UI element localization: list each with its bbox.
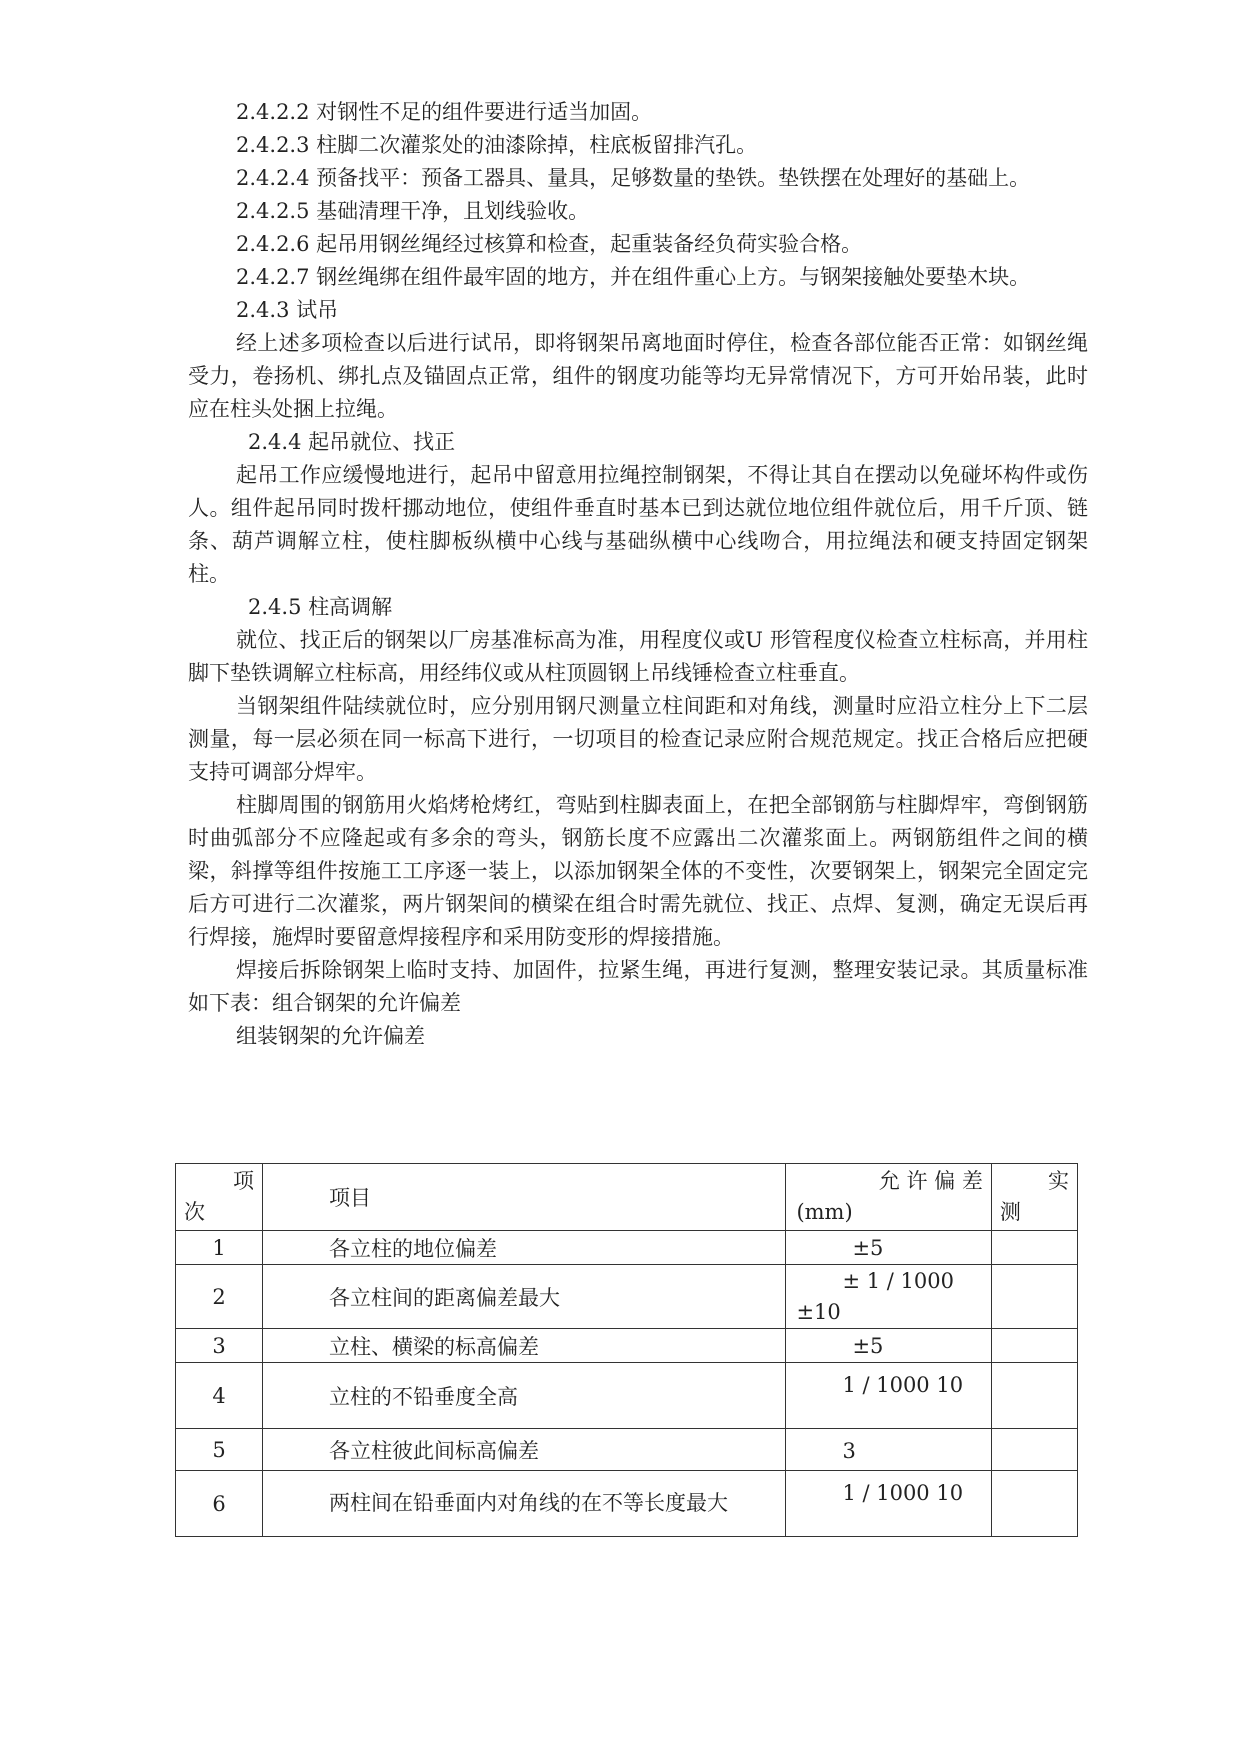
table-row: 3 立柱、横梁的标高偏差 ±5 bbox=[176, 1329, 1078, 1363]
table-row: 4 立柱的不铅垂度全高 1 / 1000 10 bbox=[176, 1363, 1078, 1429]
header-actual: 实 测 bbox=[991, 1164, 1077, 1231]
paragraph: 2.4.2.3 柱脚二次灌浆处的油漆除掉，柱底板留排汽孔。 bbox=[236, 133, 758, 157]
header-no: 项 次 bbox=[176, 1164, 263, 1231]
table-row: 2 各立柱间的距离偏差最大 ± 1 / 1000 ±10 bbox=[176, 1265, 1078, 1329]
paragraph: 2.4.2.4 预备找平：预备工器具、量具，足够数量的垫铁。垫铁摆在处理好的基础上。 bbox=[236, 166, 1031, 190]
header-item: 项目 bbox=[263, 1164, 786, 1231]
table-row: 6 两柱间在铅垂面内对角线的在不等长度最大 1 / 1000 10 bbox=[176, 1471, 1078, 1537]
table-row: 5 各立柱彼此间标高偏差 3 bbox=[176, 1429, 1078, 1471]
section-heading: 2.4.4 起吊就位、找正 bbox=[248, 430, 456, 454]
paragraph: 2.4.2.7 钢丝绳绑在组件最牢固的地方，并在组件重心上方。与钢架接触处要垫木块。 bbox=[236, 265, 1031, 289]
paragraph: 2.4.2.5 基础清理干净，且划线验收。 bbox=[236, 199, 590, 223]
tolerance-table bbox=[175, 1163, 1078, 1537]
paragraph: 就位、找正后的钢架以厂房基准标高为准，用程度仪或U 形管程度仪检查立柱标高，并用柱脚下垫铁调解立柱标高，用经纬仪或从柱顶圆钢上吊线锤检查立柱垂直。 bbox=[188, 628, 1088, 685]
paragraph: 经上述多项检查以后进行试吊，即将钢架吊离地面时停住，检查各部位能否正常：如钢丝绳受力，卷扬机、绑扎点及锚固点正常，组件的钢度功能等均无异常情况下，方可开始吊装，此时应在柱头处捆上拉绳。 bbox=[188, 331, 1088, 421]
section-heading: 2.4.3 试吊 bbox=[236, 298, 339, 322]
paragraph: 2.4.2.6 起吊用钢丝绳经过核算和检查，起重装备经负荷实验合格。 bbox=[236, 232, 863, 256]
paragraph: 起吊工作应缓慢地进行，起吊中留意用拉绳控制钢架，不得让其自在摆动以免碰坏构件或伤人。组件起吊同时拨杆挪动地位，使组件垂直时基本已到达就位地位组件就位后，用千斤顶、链条、葫芦调解立柱，使柱脚板纵横中心线与基础纵横中心线吻合，用拉绳法和硬支持固定钢架柱。 bbox=[188, 463, 1088, 586]
paragraph: 焊接后拆除钢架上临时支持、加固件，拉紧生绳，再进行复测，整理安装记录。其质量标准如下表：组合钢架的允许偏差 bbox=[188, 958, 1088, 1015]
table-title: 组装钢架的允许偏差 bbox=[236, 1024, 425, 1048]
table-header-row bbox=[176, 1164, 1078, 1231]
paragraph: 柱脚周围的钢筋用火焰烤枪烤红，弯贴到柱脚表面上，在把全部钢筋与柱脚焊牢，弯倒钢筋时曲弧部分不应隆起或有多余的弯头，钢筋长度不应露出二次灌浆面上。两钢筋组件之间的横梁，斜撑等组件按施工工序逐一装上，以添加钢架全体的不变性，次要钢架上，钢架完全固定完后方可进行二次灌浆，两片钢架间的横梁在组合时需先就位、找正、点焊、复测，确定无误后再行焊接，施焊时要留意焊接程序和采用防变形的焊接措施。 bbox=[188, 793, 1088, 949]
paragraph: 2.4.2.2 对钢性不足的组件要进行适当加固。 bbox=[236, 100, 653, 124]
body-text bbox=[188, 96, 1088, 1053]
paragraph: 当钢架组件陆续就位时，应分别用钢尺测量立柱间距和对角线，测量时应沿立柱分上下二层测量，每一层必须在同一标高下进行，一切项目的检查记录应附合规范规定。找正合格后应把硬支持可调部分焊牢。 bbox=[188, 694, 1088, 784]
header-tolerance: 允 许 偏 差 (mm) bbox=[786, 1164, 991, 1231]
section-heading: 2.4.5 柱高调解 bbox=[248, 595, 393, 619]
table-row: 1 各立柱的地位偏差 ±5 bbox=[176, 1231, 1078, 1265]
